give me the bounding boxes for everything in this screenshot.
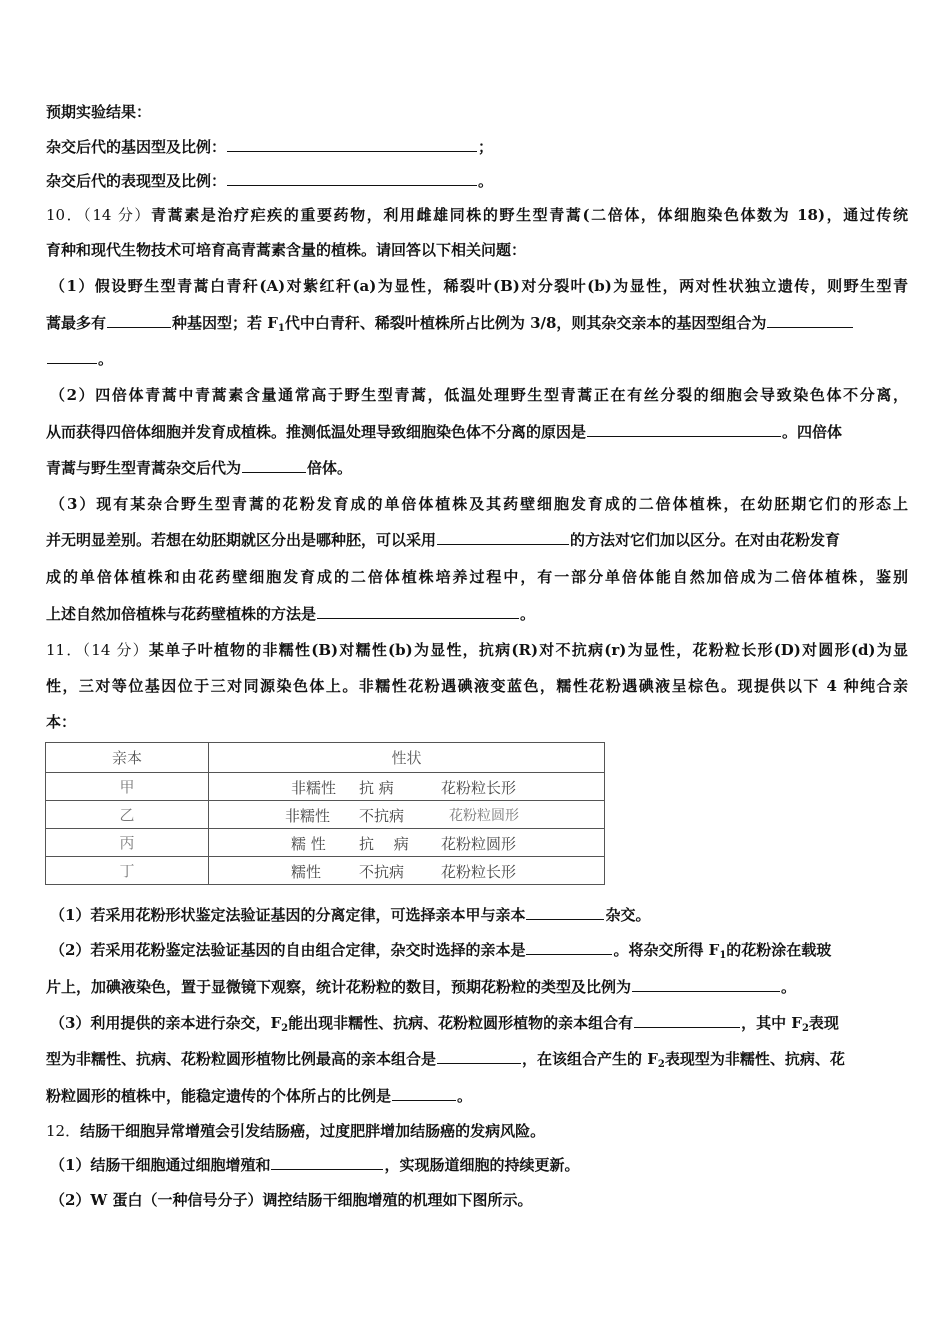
q11-intro-line-1: 11．（14 分）某单子叶植物的非糯性(B)对糯性(b)为显性，抗病(R)对不抗病(r)为显性，花粉粒长形(D)对圆形(d)为显 <box>46 641 908 659</box>
q11-part1: （1）若采用花粉形状鉴定法验证基因的分离定律，可选择亲本甲与亲本 杂交。 <box>50 906 651 924</box>
answer-blank[interactable] <box>634 1013 740 1028</box>
parent-cell: 丙 <box>46 829 209 857</box>
trait-disease: 抗 病 <box>359 835 409 853</box>
parent-cell: 丁 <box>46 857 209 885</box>
q11-part3-line-1: （3）利用提供的亲本进行杂交，$F_2$能出现非糯性、抗病、花粉粒圆形植物的亲本组合有 ，其中 $F_2$表现 <box>50 1014 839 1034</box>
parent-cell: 乙 <box>46 801 209 829</box>
answer-blank[interactable] <box>227 137 477 152</box>
answer-blank[interactable] <box>767 313 853 328</box>
trait-glutinous: 非糯性 <box>291 779 337 797</box>
q10-part2-line-1: （2）四倍体青蒿中青蒿素含量通常高于野生型青蒿，低温处理野生型青蒿正在有丝分裂的细胞会导致染色体不分离， <box>50 386 908 404</box>
expected-results-heading: 预期实验结果： <box>46 103 152 121</box>
answer-blank[interactable] <box>632 977 780 992</box>
header-parent: 亲本 <box>46 743 209 773</box>
answer-blank[interactable] <box>271 1155 383 1170</box>
trait-glutinous: 非糯性 <box>285 807 331 825</box>
q10-intro-line-1: 10．（14 分）青蒿素是治疗疟疾的重要药物，利用雌雄同株的野生型青蒿(二倍体，体细胞染色体数为 18)，通过传统 <box>46 206 908 224</box>
phenotype-ratio-line: 杂交后代的表现型及比例： 。 <box>46 172 494 190</box>
parent-cell: 甲 <box>46 773 209 801</box>
trait-pollen: 花粉粒圆形 <box>449 808 519 824</box>
trait-glutinous: 糯 性 <box>291 835 326 853</box>
answer-blank[interactable] <box>242 458 306 473</box>
table-header-row <box>46 743 605 773</box>
answer-blank[interactable] <box>392 1086 456 1101</box>
traits-cell <box>209 801 605 829</box>
answer-blank[interactable] <box>227 171 477 186</box>
traits-cell <box>209 857 605 885</box>
trait-glutinous: 糯性 <box>291 863 322 881</box>
table-row <box>46 857 605 885</box>
q10-part3-line-4: 上述自然加倍植株与花药壁植株的方法是 。 <box>46 605 536 623</box>
traits-cell <box>209 829 605 857</box>
q11-part2-line-2: 片上，加碘液染色，置于显微镜下观察，统计花粉粒的数目，预期花粉粒的类型及比例为 。 <box>46 978 797 996</box>
answer-blank[interactable] <box>107 313 171 328</box>
q10-part1-line-1: （1）假设野生型青蒿白青秆(A)对紫红秆(a)为显性，稀裂叶(B)对分裂叶(b)为显性，两对性状独立遗传，则野生型青 <box>50 277 908 295</box>
q10-part3-line-2: 并无明显差别。若想在幼胚期就区分出是哪种胚，可以采用 的方法对它们加以区分。在对由花粉发育 <box>46 531 841 549</box>
trait-pollen: 花粉粒长形 <box>441 863 517 881</box>
answer-blank[interactable] <box>587 422 781 437</box>
traits-cell <box>209 773 605 801</box>
answer-blank[interactable] <box>437 1049 521 1064</box>
answer-blank[interactable] <box>437 530 569 545</box>
q10-part1-line-3: 。 <box>46 349 908 369</box>
answer-blank[interactable] <box>526 905 604 920</box>
q11-part3-line-2: 型为非糯性、抗病、花粉粒圆形植物比例最高的亲本组合是 ，在该组合产生的 $F_2$表现型为非糯性、抗病、花 <box>46 1050 845 1070</box>
parent-traits-table <box>45 742 605 885</box>
table-row <box>46 829 605 857</box>
q11-intro-line-3: 本： <box>46 713 77 731</box>
table-row <box>46 801 605 829</box>
q10-part3-line-1: （3）现有某杂合野生型青蒿的花粉发育成的单倍体植株及其药壁细胞发育成的二倍体植株，在幼胚期它们的形态上 <box>50 495 908 513</box>
q10-part1-line-2: 蒿最多有 种基因型；若 $F_1$代中白青秆、稀裂叶植株所占比例为 3/8，则其杂交亲本的基因型组合为 <box>46 313 908 333</box>
trait-pollen: 花粉粒圆形 <box>441 835 517 853</box>
q11-part2-line-1: （2）若采用花粉鉴定法验证基因的自由组合定律，杂交时选择的亲本是 。将杂交所得 $F_1$的花粉涂在载玻 <box>50 941 832 961</box>
answer-blank[interactable] <box>47 349 97 364</box>
trait-disease: 不抗病 <box>359 863 405 881</box>
answer-blank[interactable] <box>526 940 612 955</box>
q11-part3-line-3: 粉粒圆形的植株中，能稳定遗传的个体所占的比例是 。 <box>46 1087 473 1105</box>
answer-blank[interactable] <box>317 604 519 619</box>
trait-disease: 抗 病 <box>359 779 394 797</box>
q12-part2: （2）W 蛋白（一种信号分子）调控结肠干细胞增殖的机理如下图所示。 <box>50 1191 533 1209</box>
q12-part1: （1）结肠干细胞通过细胞增殖和 ，实现肠道细胞的持续更新。 <box>50 1156 580 1174</box>
q10-part2-line-3: 青蒿与野生型青蒿杂交后代为 倍体。 <box>46 459 353 477</box>
q12-intro: 12．结肠干细胞异常增殖会引发结肠癌，过度肥胖增加结肠癌的发病风险。 <box>46 1122 546 1140</box>
trait-disease: 不抗病 <box>359 807 405 825</box>
header-traits: 性状 <box>209 743 605 773</box>
q10-intro-line-2: 育种和现代生物技术可培育高青蒿素含量的植株。请回答以下相关问题： <box>46 241 527 259</box>
trait-pollen: 花粉粒长形 <box>441 779 517 797</box>
table-row <box>46 773 605 801</box>
q10-part3-line-3: 成的单倍体植株和由花药壁细胞发育成的二倍体植株培养过程中，有一部分单倍体能自然加倍成为二倍体植株，鉴别 <box>46 568 908 586</box>
q11-intro-line-2: 性，三对等位基因位于三对同源染色体上。非糯性花粉遇碘液变蓝色，糯性花粉遇碘液呈棕色。现提供以下 4 种纯合亲 <box>46 677 908 695</box>
q10-part2-line-2: 从而获得四倍体细胞并发育成植株。推测低温处理导致细胞染色体不分离的原因是 。四倍体 <box>46 423 843 441</box>
genotype-ratio-line: 杂交后代的基因型及比例： ； <box>46 138 494 156</box>
